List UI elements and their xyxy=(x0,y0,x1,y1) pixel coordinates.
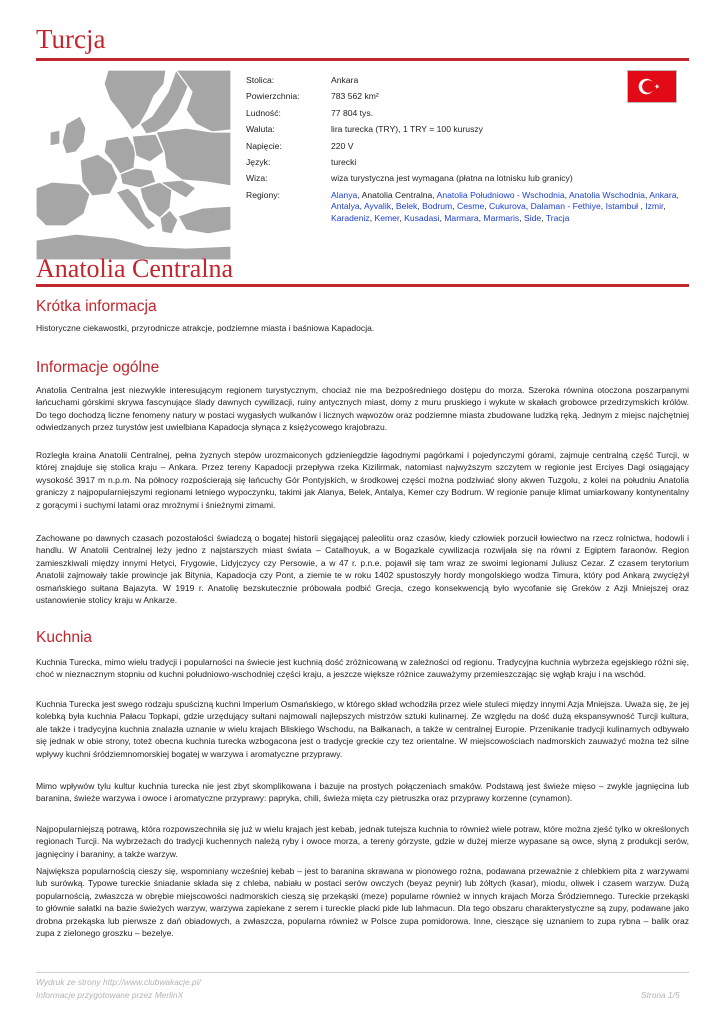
section-heading-cuisine: Kuchnia xyxy=(36,629,93,646)
region-link[interactable]: Tracja xyxy=(545,212,570,223)
footer-source: Wydruk ze strony http://www.clubwakacje.pl/ xyxy=(36,977,201,987)
cuisine-paragraph: Kuchnia Turecka jest swego rodzaju spuścizną kuchni Imperium Osmańskiego, w którego skład wchodziła przez wiele stuleci między innymi Azja Mniejsza. Uważa się, że jej kolebką była kuchnia Pałacu Topkapi, gdzie urzędujący sułtani najmowali najlepszych mistrzów sztuki kulinarnej. Ze względu na dość dużą ekspansywność Turcji kultura, ale także i tradycyjna kuchnia znalazła uznanie w wielu krajach Bliskiego Wschodu, na Bałkanach, a także w centralnej Europie. Przenikanie tradycji kulinarnych odbywało się jednak w obie strony, toteż obecna kuchnia turecka wzbogacona jest o tradycje greckie czy tez orientalne. W miejscowościach nadmorskich zauważyć można też silne wpływy kuchni śródziemnomorskiej bogatej w warzywa i aromatyczne przyprawy. xyxy=(36,699,689,759)
region-divider xyxy=(36,284,689,287)
footer-author: Informacje przygotowane przez MerlinX xyxy=(36,990,184,1000)
region-separator: , xyxy=(391,201,396,212)
region-link[interactable]: Cukurova xyxy=(489,201,526,212)
fact-visa xyxy=(246,173,686,185)
region-separator: , xyxy=(644,189,650,200)
region-link[interactable]: Izmir xyxy=(645,201,664,212)
region-separator: , xyxy=(676,189,679,200)
cuisine-paragraph: Mimo wpływów tylu kultur kuchnia turecka nie jest zbyt skomplikowana i bazuje na prostych połączeniach smaków. Podstawą jest świeże mięso – zwykle jagnięcina lub baranina, świeże warzywa i owoce i aromatyczne przyprawy: papryka, chili, świeża mięta czy pietruszka oraz przyprawy korzenne (cynamon). xyxy=(36,781,689,804)
region-link[interactable]: Alanya xyxy=(331,189,358,200)
title-divider xyxy=(36,58,689,61)
region-link[interactable]: Kusadasi xyxy=(404,212,440,223)
region-separator: , xyxy=(663,201,666,212)
general-paragraph: Rozległa kraina Anatolii Centralnej, pełna żyznych stepów urozmaiconych gdzieniegdzie łagodnymi pagórkami i pojedynczymi górami, zajmuje centralną część Turcji, w której znajduje się stolica kraju – Ankara. Przez tereny Kapadocji przepływa rzeka Kizilirmak, natomiast najwyższym szczytem w regionie jest Erciyes Dagi osiągający wysokość 3917 m n.p.m. Na północy rozpościerają się łańcuchy Gór Pontyjskich, w środkowej części można podziwiać słony akwen Tuzgolu, z kolei na południu Anatolia graniczy z najpopularniejszymi regionami letniego wypoczynku, takimi jak Alanya, Belek, Antalya, Kemer czy Bodrum. W regionie panuje klimat umiarkowany kontynentalny z gorącymi i suchymi latami oraz mroźnymi i śnieżnymi zimami. xyxy=(36,450,689,510)
region-separator: , xyxy=(359,201,364,212)
fact-label: Regiony: xyxy=(246,189,280,200)
region-separator: , xyxy=(478,212,484,223)
europe-map-icon xyxy=(36,70,231,260)
region-link[interactable]: Marmaris xyxy=(483,212,520,223)
region-separator: , xyxy=(452,201,457,212)
region-link[interactable]: Kemer xyxy=(374,212,400,223)
region-separator: , xyxy=(640,201,646,212)
region-link[interactable]: Karadeniz xyxy=(331,212,370,223)
region-link[interactable]: Marmara xyxy=(444,212,479,223)
regions-list xyxy=(331,190,686,225)
region-separator: , xyxy=(541,212,546,223)
region-separator: , xyxy=(484,201,490,212)
region-name: Anatolia Centralna xyxy=(361,189,433,200)
region-link[interactable]: Anatolia Południowo - Wschodnia xyxy=(436,189,565,200)
cuisine-paragraph: Najpopularniejszą potrawą, która rozpowszechniła się już w wielu krajach jest kebab, jednak tutejsza kuchnia to również wiele potraw, które można zjeść tylko w określonych regionach Turcji. Na wybrzeżach do tradycji kuchennych należą ryby i owoce morza, a tereny górzyste, gdzie w dużej mierze wypasane są owce, słyną z produkcji serów, jagnięciny i baraniny, a także warzyw. xyxy=(36,824,689,859)
region-separator: , xyxy=(519,212,525,223)
fact-value: turecki xyxy=(331,156,357,167)
fact-regions xyxy=(246,190,686,225)
fact-value: Ankara xyxy=(331,75,359,85)
fact-currency xyxy=(246,124,686,136)
region-separator: , xyxy=(417,201,423,212)
general-paragraph: Zachowane po dawnych czasach pozostałości świadczą o bogatej historii sięgającej paleolitu oraz czasów, kiedy człowiek porzucił łowiectwo na rzecz rolnictwa, hodowli i handlu. W Anatolii Centralnej leży jedno z najstarszych miast świata – Catalhoyuk, a w Bogazkale cywilizacja rozwijała się na równi z Egiptem faraonów. Region zamieszkiwali między innymi Hetyci, Frygowie, Lidyjczycy czy Persowie, a w 47 r. p.n.e. pojawił się tam wraz ze swoimi legionami Juliusz Cezar. Z czasem terytorium Anatolii zajmowały takie prowincje jak Bitynia, Kapadocja czy Pont, a ziemie te w roku 1402 spustoszyły hordy mongolskiego wodza Timura, który pod Ankarą zwyciężył osmańskiego sułtana Bajazyta. W 1919 r. Anatolię bezskutecznie próbowała podbić Grecja, czego konsekwencją było wycofanie się Greków z Azji Mniejszej oraz ustanowienie stolicy kraju w Ankarze. xyxy=(36,533,689,606)
region-separator: , xyxy=(399,212,405,223)
region-link[interactable]: Bodrum xyxy=(422,201,453,212)
country-facts xyxy=(246,75,686,229)
region-link[interactable]: Anatolia Wschodnia xyxy=(568,189,645,200)
region-title: Anatolia Centralna xyxy=(36,254,234,283)
fact-value: lira turecka (TRY), 1 TRY = 100 kuruszy xyxy=(331,124,483,135)
cuisine-paragraph: Kuchnia Turecka, mimo wielu tradycji i popularności na świecie jest kuchnią dość zróżnicowaną w zależności od regionu. Tradycyjna kuchnia wybrzeża egejskiego różni się, choć w nieznacznym stopniu od kuchni południowo-wschodniej części kraju, a jeszcze większe różnice zauważymy przemieszczając się wgłąb kraju i na wschód. xyxy=(36,657,689,680)
cuisine-paragraph: Największa popularnością cieszy się, wspomniany wcześniej kebab – jest to baranina skrawana w pionowego rożna, podawana przeważnie z chlebkiem pita z warzywami lub surówką. Typowe tureckie śniadanie składa się z chleba, nabiału w postaci serów owczych (beyaz peynir) lub żółtych (kasar), miodu, oliwek i czasem warzyw. Dużą popularnością, zwłaszcza w obrębie miejscowości nadmorskich cieszą się przekąski (meze) popularne również w innych krajach Morza Śródziemnego. Tureckie przekąski to głównie sałatki na bazie świeżych warzyw, warzywa zapiekane z serem i tureckie placki pide lub lahmacun. Dla tego obszaru charakterystyczne są zupy, podawane jako drobna przekąska lub pierwsze z dań obiadowych, a zwłaszcza, popularna również w Polsce zupa pomidorowa. Inne, cieszące się uznaniem to zupa rybna – balik oraz zupa z zielonego groszku – bezelye. xyxy=(36,866,689,939)
fact-value: 783 562 km² xyxy=(331,91,379,102)
fact-value: 220 V xyxy=(331,140,354,151)
region-separator: , xyxy=(432,189,437,200)
region-link[interactable]: Istambuł xyxy=(605,201,641,212)
page-title: Turcja xyxy=(36,24,106,54)
region-separator: , xyxy=(600,201,606,212)
fact-label: Ludność: xyxy=(246,107,281,118)
region-link[interactable]: Belek xyxy=(395,201,418,212)
region-link[interactable]: Ayvalik xyxy=(363,201,392,212)
fact-area xyxy=(246,91,686,103)
region-link[interactable]: Ankara xyxy=(649,189,677,200)
fact-value: wiza turystyczna jest wymagana (płatna na lotnisku lub granicy) xyxy=(331,173,573,184)
region-separator: , xyxy=(439,212,445,223)
fact-label: Napięcie: xyxy=(246,140,282,151)
fact-language xyxy=(246,157,686,169)
region-separator: , xyxy=(564,189,569,200)
fact-label: Wiza: xyxy=(246,173,268,184)
region-separator: , xyxy=(525,201,531,212)
region-link[interactable]: Antalya xyxy=(331,201,360,212)
page-number: Strona 1/5 xyxy=(641,990,680,1000)
region-separator: , xyxy=(357,189,362,200)
section-heading-short-info: Krótka informacja xyxy=(36,298,157,315)
section-heading-general: Informacje ogólne xyxy=(36,359,160,376)
region-separator: , xyxy=(369,212,375,223)
turkey-flag-icon xyxy=(627,70,677,103)
region-link[interactable]: Dalaman - Fethiye xyxy=(530,201,601,212)
fact-capital xyxy=(246,75,686,87)
short-info-text: Historyczne ciekawostki, przyrodnicze atrakcje, podziemne miasta i baśniowa Kapadocja. xyxy=(36,323,375,333)
fact-label: Stolica: xyxy=(246,75,275,85)
fact-voltage xyxy=(246,141,686,153)
region-link[interactable]: Side xyxy=(524,212,542,223)
fact-label: Język: xyxy=(246,156,271,167)
fact-value: 77 804 tys. xyxy=(331,107,374,118)
footer-divider xyxy=(36,972,689,973)
general-paragraph: Anatolia Centralna jest niezwykle interesującym regionem turystycznym, chociaż nie ma bezpośredniego dostępu do morza. Szeroka równina otoczona poszarpanymi łańcuchami górskimi skrywa fascynujące ślady dawnych cywilizacji, ruiny antycznych miast, domy z muru pruskiego i wykute w skałach grobowce przedrzymskich królów. Do tego dochodzą liczne fenomeny natury w postaci wygasłych wulkanów i licznych wąwozów oraz podziemne miasta zbudowane ludzką ręką. Jednym z miejsc najchętniej odwiedzanych przez turystów jest uwielbiana Kapadocja słynąca z księżycowego krajobrazu. xyxy=(36,385,689,433)
fact-population xyxy=(246,108,686,120)
fact-label: Waluta: xyxy=(246,124,275,135)
region-link[interactable]: Cesme xyxy=(457,201,485,212)
fact-label: Powierzchnia: xyxy=(246,91,300,102)
